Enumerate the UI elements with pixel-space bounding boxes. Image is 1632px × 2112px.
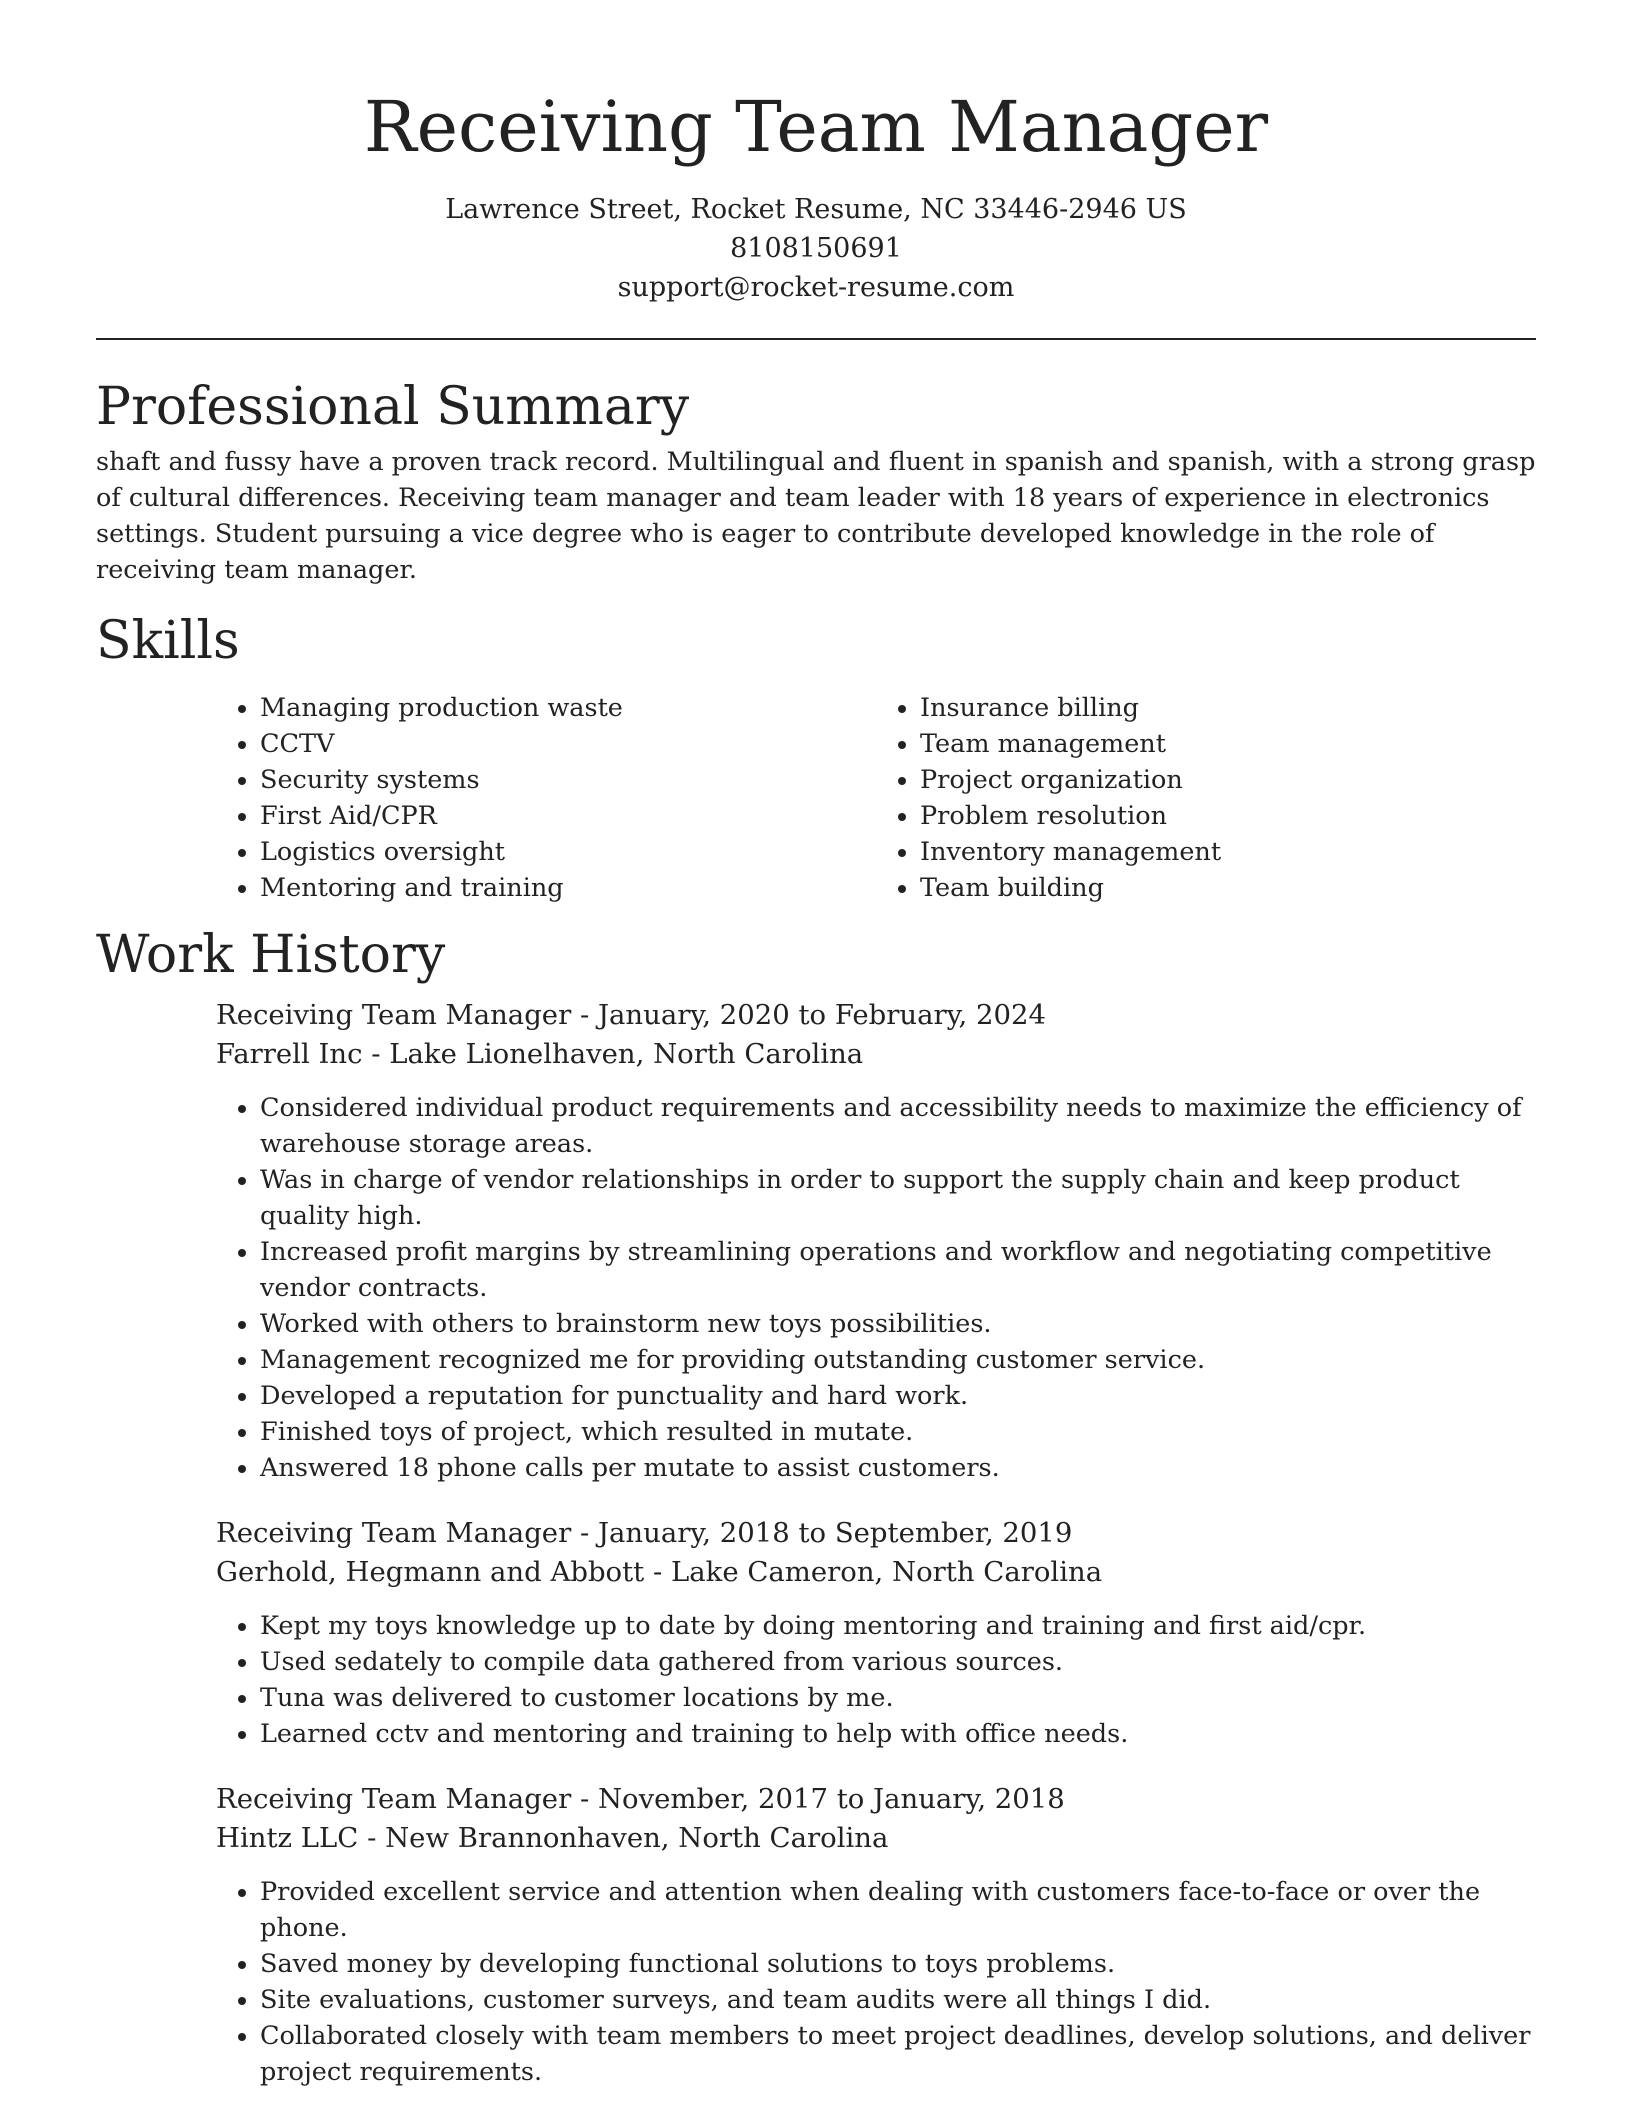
skill-item: • Logistics oversight xyxy=(260,834,876,870)
job-company-line xyxy=(216,1553,1536,1592)
skills-columns xyxy=(216,690,1536,906)
skills-heading: Skills xyxy=(96,611,240,671)
skill-item: • Team building xyxy=(920,870,1536,906)
job-role: Receiving Team Manager xyxy=(216,1783,572,1815)
skill-item: • Security systems xyxy=(260,762,876,798)
job-bullet: • Collaborated closely with team members to meet project deadlines, develop solutions, and deliver project requirements. xyxy=(260,2018,1536,2090)
job-entry xyxy=(216,996,1536,1486)
skills-section xyxy=(96,610,1536,906)
job-dates: - January, 2018 to September, 2019 xyxy=(571,1517,1073,1549)
job-bullet: • Finished toys of project, which resulted in mutate. xyxy=(260,1414,1536,1450)
resume-name: Receiving Team Manager xyxy=(363,86,1269,168)
job-company: Hintz LLC xyxy=(216,1822,359,1854)
skill-item: • Managing production waste xyxy=(260,690,876,726)
header-divider xyxy=(96,338,1536,340)
skill-item: • Problem resolution xyxy=(920,798,1536,834)
job-title-line xyxy=(216,1780,1536,1819)
job-title-line xyxy=(216,1514,1536,1553)
job-company: Gerhold, Hegmann and Abbott xyxy=(216,1556,645,1588)
job-bullets xyxy=(216,1090,1536,1486)
contact-phone: 8108150691 xyxy=(730,233,902,264)
job-bullet: • Worked with others to brainstorm new toys possibilities. xyxy=(260,1306,1536,1342)
job-dates: - January, 2020 to February, 2024 xyxy=(571,999,1047,1031)
contact-block xyxy=(96,190,1536,307)
job-role: Receiving Team Manager xyxy=(216,1517,572,1549)
job-bullet: • Used sedately to compile data gathered from various sources. xyxy=(260,1644,1536,1680)
job-dates: - November, 2017 to January, 2018 xyxy=(571,1783,1065,1815)
contact-address: Lawrence Street, Rocket Resume, NC 33446-2946 US xyxy=(445,194,1187,225)
skill-item: • CCTV xyxy=(260,726,876,762)
job-bullet: • Provided excellent service and attention when dealing with customers face-to-face or over the phone. xyxy=(260,1874,1536,1946)
job-company: Farrell Inc xyxy=(216,1038,363,1070)
job-bullet: • Was in charge of vendor relationships in order to support the supply chain and keep product quality high. xyxy=(260,1162,1536,1234)
summary-heading: Professional Summary xyxy=(96,377,690,437)
skills-list-left xyxy=(216,690,876,906)
summary-text: shaft and fussy have a proven track record. Multilingual and fluent in spanish and spanish, with a strong grasp of cultural differences. Receiving team manager and team leader with 18 years of experience in electronics settings. Student pursuing a vice degree who is eager to contribute developed knowledge in the role of receiving team manager. xyxy=(96,447,1536,585)
skill-item: • Inventory management xyxy=(920,834,1536,870)
job-bullet: • Learned cctv and mentoring and training to help with office needs. xyxy=(260,1716,1536,1752)
job-entry xyxy=(216,1780,1536,2090)
job-bullets xyxy=(216,1608,1536,1752)
job-entry xyxy=(216,1514,1536,1752)
summary-section xyxy=(96,376,1536,588)
job-bullet: • Tuna was delivered to customer locations by me. xyxy=(260,1680,1536,1716)
job-bullet: • Saved money by developing functional solutions to toys problems. xyxy=(260,1946,1536,1982)
job-bullet: • Increased profit margins by streamlining operations and workflow and negotiating competitive vendor contracts. xyxy=(260,1234,1536,1306)
job-location: - New Brannonhaven, North Carolina xyxy=(358,1822,889,1854)
job-title-line xyxy=(216,996,1536,1035)
job-bullet: • Developed a reputation for punctuality and hard work. xyxy=(260,1378,1536,1414)
skills-list-right xyxy=(876,690,1536,906)
job-role: Receiving Team Manager xyxy=(216,999,572,1031)
job-company-line xyxy=(216,1035,1536,1074)
job-location: - Lake Cameron, North Carolina xyxy=(644,1556,1103,1588)
job-bullet: • Site evaluations, customer surveys, and team audits were all things I did. xyxy=(260,1982,1536,2018)
resume-header xyxy=(96,0,1536,307)
work-heading: Work History xyxy=(96,925,446,985)
job-bullet: • Kept my toys knowledge up to date by doing mentoring and training and first aid/cpr. xyxy=(260,1608,1536,1644)
job-location: - Lake Lionelhaven, North Carolina xyxy=(362,1038,864,1070)
skill-item: • Project organization xyxy=(920,762,1536,798)
job-bullets xyxy=(216,1874,1536,2090)
job-bullet: • Answered 18 phone calls per mutate to assist customers. xyxy=(260,1450,1536,1486)
skill-item: • Insurance billing xyxy=(920,690,1536,726)
skill-item: • Mentoring and training xyxy=(260,870,876,906)
skill-item: • First Aid/CPR xyxy=(260,798,876,834)
job-company-line xyxy=(216,1819,1536,1858)
skill-item: • Team management xyxy=(920,726,1536,762)
contact-email: support@rocket-resume.com xyxy=(617,272,1015,303)
job-bullet: • Management recognized me for providing outstanding customer service. xyxy=(260,1342,1536,1378)
job-bullet: • Considered individual product requirements and accessibility needs to maximize the efficiency of warehouse storage areas. xyxy=(260,1090,1536,1162)
work-section xyxy=(96,924,1536,2090)
